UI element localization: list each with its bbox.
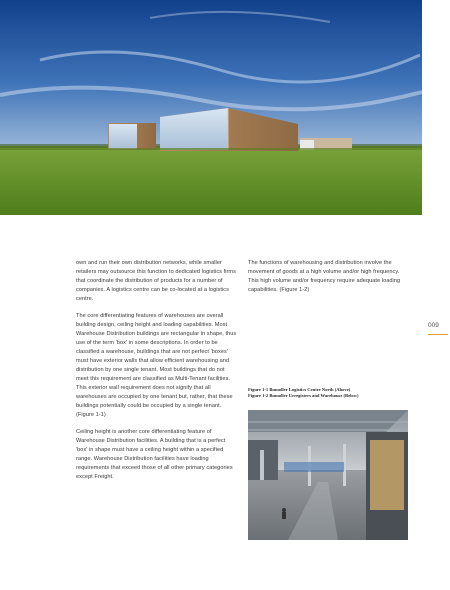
caption-line: Figure 1-1 Bumoller Logistics Centre North (Above) — [248, 387, 351, 392]
page-number: 009 — [428, 322, 439, 329]
caption-line: Figure 1-2 Bumoller Urregisters and Warehouse (Below) — [248, 393, 359, 399]
paragraph: The core differentiating features of warehouses are overall building design, ceiling height and loading capabilities. Most Warehouse Distribution buildings are rectangular in shape, thus use of the term 'box' in some descriptions. In order to be classified a warehouse, buildings that are not perfect 'boxes' must have exterior walls that allow efficient warehousing and distribution by one single tenant. Most buildings that do not meet this requirement are classified as Multi-Tenant facilities. This exterior wall requirement does not signify that all warehouses are occupied by one tenant but, rather, that these buildings potentially could be occupied by a single tenant. (Figure 1-1) — [76, 313, 237, 418]
paragraph: The functions of warehousing and distribution involve the movement of goods at a high volume and/or high frequency. This high volume and/or frequency require adequate loading capabilities. (Figure 1-2) — [248, 260, 401, 293]
right-text-column — [248, 259, 410, 303]
page-number-rule — [428, 334, 448, 335]
paragraph: Ceiling height is another core differentiating feature of Warehouse Distribution facilities. A building that is a perfect 'box' in shape must have a ceiling height within a specified range. Warehouse Distribution facilities have loading requirements that exceed those of all other primary categories except Freight. — [76, 429, 233, 480]
hero-photo — [0, 0, 422, 215]
warehouse-interior-photo — [248, 410, 408, 540]
left-text-column — [76, 259, 238, 490]
figure-caption — [248, 387, 418, 400]
paragraph: own and run their own distribution networks, while smaller retailers may outsource this function to dedicated logistics firms that coordinate the distribution of products for a number of companies. A logistics centre can be co-located at a logistics centre. — [76, 260, 236, 302]
